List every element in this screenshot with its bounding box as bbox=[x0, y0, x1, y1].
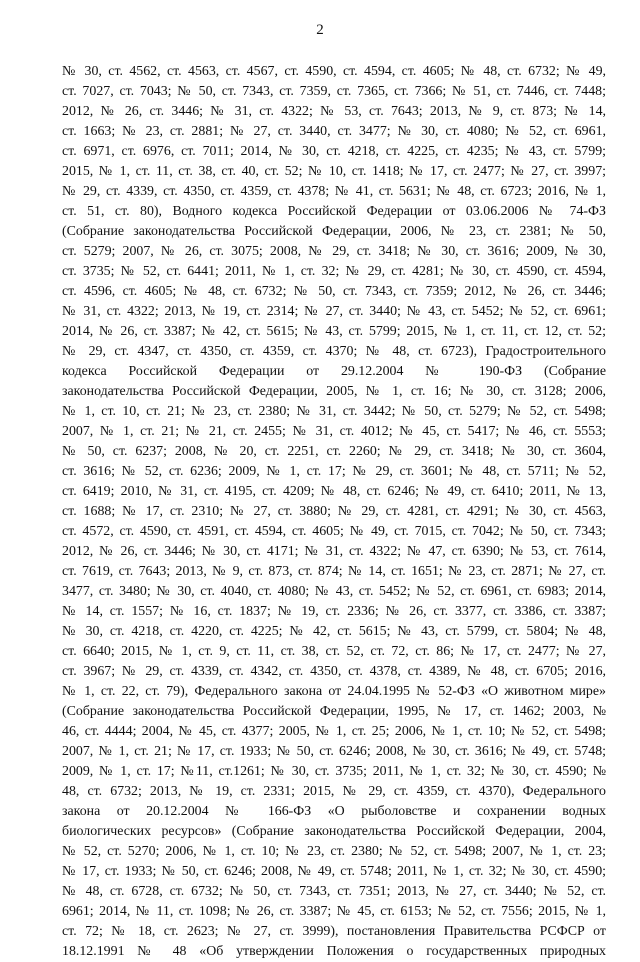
text-line: № 29, ст. 4339, ст. 4350, ст. 4359, ст. 4378; № 41, ст. 5631; № 48, ст. 6723; 2016, № 1, bbox=[62, 184, 606, 199]
text-line: ст. 6971, ст. 6976, ст. 7011; 2014, № 30, ст. 4218, ст. 4225, ст. 4235; № 43, ст. 5799; bbox=[62, 144, 606, 159]
text-line: № 17, ст. 1933; № 50, ст. 6246; 2008, № 49, ст. 5748; 2011, № 1, ст. 32; № 30, ст. 4590; bbox=[62, 864, 606, 879]
text-line: биологических ресурсов» (Собрание законодательства Российской Федерации, 2004, bbox=[62, 824, 606, 839]
text-line: ст. 3735; № 52, ст. 6441; 2011, № 1, ст. 32; № 29, ст. 4281; № 30, ст. 4590, ст. 4594, bbox=[62, 264, 606, 279]
text-line: ст. 7027, ст. 7043; № 50, ст. 7343, ст. 7359, ст. 7365, ст. 7366; № 51, ст. 7446, ст. 7448; bbox=[62, 84, 606, 99]
text-line: кодекса Российской Федерации от 29.12.2004 № 190-ФЗ (Собрание bbox=[62, 364, 606, 379]
text-line: ст. 3616; № 52, ст. 6236; 2009, № 1, ст. 17; № 29, ст. 3601; № 48, ст. 5711; № 52, bbox=[62, 464, 606, 479]
text-line: (Собрание законодательства Российской Федерации, 1995, № 17, ст. 1462; 2003, № bbox=[62, 704, 606, 719]
text-line: № 50, ст. 6237; 2008, № 20, ст. 2251, ст. 2260; № 29, ст. 3418; № 30, ст. 3604, bbox=[62, 444, 606, 459]
text-line: 2012, № 26, ст. 3446; № 30, ст. 4171; № 31, ст. 4322; № 47, ст. 6390; № 53, ст. 7614, bbox=[62, 544, 606, 559]
text-line: 2012, № 26, ст. 3446; № 31, ст. 4322; № 53, ст. 7643; 2013, № 9, ст. 873; № 14, bbox=[62, 104, 606, 119]
text-line: ст. 1688; № 17, ст. 2310; № 27, ст. 3880; № 29, ст. 4281, ст. 4291; № 30, ст. 4563, bbox=[62, 504, 606, 519]
body-text bbox=[62, 62, 606, 962]
text-line: № 30, ст. 4562, ст. 4563, ст. 4567, ст. 4590, ст. 4594, ст. 4605; № 48, ст. 6732; № 49, bbox=[62, 64, 606, 79]
text-line: 2014, № 26, ст. 3387; № 42, ст. 5615; № 43, ст. 5799; 2015, № 1, ст. 11, ст. 12, ст. 52; bbox=[62, 324, 606, 339]
text-line: 2007, № 1, ст. 21; № 17, ст. 1933; № 50, ст. 6246; 2008, № 30, ст. 3616; № 49, ст. 5748; bbox=[62, 744, 606, 759]
text-line: 3477, ст. 3480; № 30, ст. 4040, ст. 4080; № 43, ст. 5452; № 52, ст. 6961, ст. 6983; 2014, bbox=[62, 584, 606, 599]
text-line: ст. 72; № 18, ст. 2623; № 27, ст. 3999), постановления Правительства РСФСР от bbox=[62, 924, 606, 939]
text-line: № 1, ст. 22, ст. 79), Федерального закона от 24.04.1995 № 52-ФЗ «О животном мире» bbox=[62, 684, 606, 699]
page-number: 2 bbox=[316, 22, 324, 38]
text-line: ст. 7619, ст. 7643; 2013, № 9, ст. 873, ст. 874; № 14, ст. 1651; № 23, ст. 2871; № 27, ст. bbox=[62, 564, 606, 579]
text-line: 2015, № 1, ст. 11, ст. 38, ст. 40, ст. 52; № 10, ст. 1418; № 17, ст. 2477; № 27, ст. 3997; bbox=[62, 164, 606, 179]
text-line: 48, ст. 6732; 2013, № 19, ст. 2331; 2015, № 29, ст. 4359, ст. 4370), Федерального bbox=[62, 784, 606, 799]
text-line: 46, ст. 4444; 2004, № 45, ст. 4377; 2005, № 1, ст. 25; 2006, № 1, ст. 10; № 52, ст. 5498; bbox=[62, 724, 606, 739]
text-line: № 48, ст. 6728, ст. 6732; № 50, ст. 7343, ст. 7351; 2013, № 27, ст. 3440; № 52, ст. bbox=[62, 884, 606, 899]
text-line: закона от 20.12.2004 № 166-ФЗ «О рыболовстве и сохранении водных bbox=[62, 804, 606, 819]
text-line: 6961; 2014, № 11, ст. 1098; № 26, ст. 3387; № 45, ст. 6153; № 52, ст. 7556; 2015, № 1, bbox=[62, 904, 606, 919]
text-line: 2009, № 1, ст. 17; №11, ст.1261; № 30, ст. 3735; 2011, № 1, ст. 32; № 30, ст. 4590; № bbox=[62, 764, 606, 779]
text-line: (Собрание законодательства Российской Федерации, 2006, № 23, ст. 2381; № 50, bbox=[62, 224, 606, 239]
text-line: № 30, ст. 4218, ст. 4220, ст. 4225; № 42, ст. 5615; № 43, ст. 5799, ст. 5804; № 48, bbox=[62, 624, 606, 639]
text-line: ст. 5279; 2007, № 26, ст. 3075; 2008, № 29, ст. 3418; № 30, ст. 3616; 2009, № 30, bbox=[62, 244, 606, 259]
text-line: № 52, ст. 5270; 2006, № 1, ст. 10; № 23, ст. 2380; № 52, ст. 5498; 2007, № 1, ст. 23; bbox=[62, 844, 606, 859]
text-line: ст. 1663; № 23, ст. 2881; № 27, ст. 3440, ст. 3477; № 30, ст. 4080; № 52, ст. 6961, bbox=[62, 124, 606, 139]
text-line: ст. 4596, ст. 4605; № 48, ст. 6732; № 50, ст. 7343, ст. 7359; 2012, № 26, ст. 3446; bbox=[62, 284, 606, 299]
text-line: № 1, ст. 10, ст. 21; № 23, ст. 2380; № 31, ст. 3442; № 50, ст. 5279; № 52, ст. 5498; bbox=[62, 404, 606, 419]
text-line: ст. 4572, ст. 4590, ст. 4591, ст. 4594, ст. 4605; № 49, ст. 7015, ст. 7042; № 50, ст. 7343; bbox=[62, 524, 606, 539]
text-line: законодательства Российской Федерации, 2005, № 1, ст. 16; № 30, ст. 3128; 2006, bbox=[62, 384, 606, 399]
text-line: 18.12.1991 № 48 «Об утверждении Положения о государственных природных bbox=[62, 944, 606, 959]
text-line: № 14, ст. 1557; № 16, ст. 1837; № 19, ст. 2336; № 26, ст. 3377, ст. 3386, ст. 3387; bbox=[62, 604, 606, 619]
text-line: № 31, ст. 4322; 2013, № 19, ст. 2314; № 27, ст. 3440; № 43, ст. 5452; № 52, ст. 6961; bbox=[62, 304, 606, 319]
text-line: ст. 3967; № 29, ст. 4339, ст. 4342, ст. 4350, ст. 4378, ст. 4389, № 48, ст. 6705; 2016, bbox=[62, 664, 606, 679]
text-line: ст. 51, ст. 80), Водного кодекса Российской Федерации от 03.06.2006 № 74-ФЗ bbox=[62, 204, 606, 219]
text-line: ст. 6640; 2015, № 1, ст. 9, ст. 11, ст. 38, ст. 52, ст. 72, ст. 86; № 17, ст. 2477; № 27, bbox=[62, 644, 606, 659]
text-line: № 29, ст. 4347, ст. 4350, ст. 4359, ст. 4370; № 48, ст. 6723), Градостроительного bbox=[62, 344, 606, 359]
text-line: 2007, № 1, ст. 21; № 21, ст. 2455; № 31, ст. 4012; № 45, ст. 5417; № 46, ст. 5553; bbox=[62, 424, 606, 439]
text-line: ст. 6419; 2010, № 31, ст. 4195, ст. 4209; № 48, ст. 6246; № 49, ст. 6410; 2011, № 13, bbox=[62, 484, 606, 499]
